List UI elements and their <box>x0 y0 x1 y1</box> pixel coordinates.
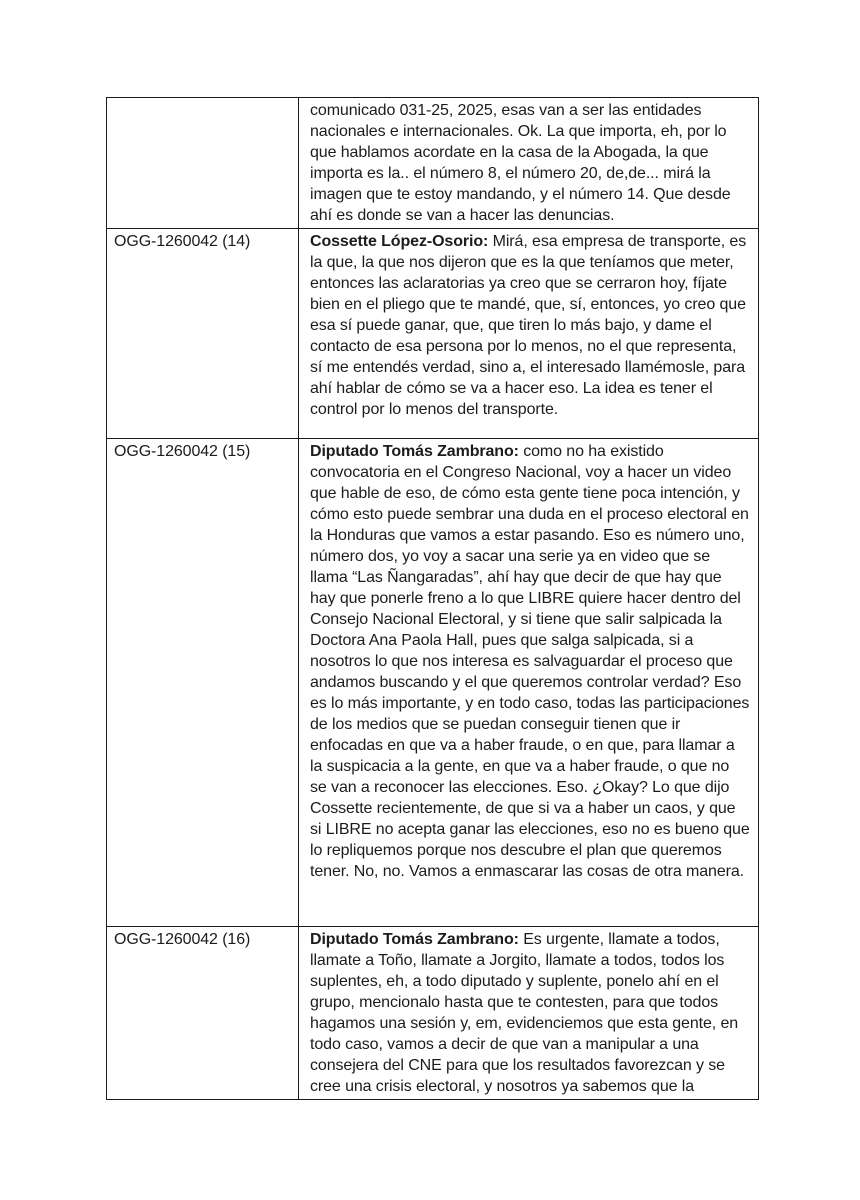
transcript-text: Mirá, esa empresa de transporte, es la que, la que nos dijeron que es la que teníamos que meter, entonces las aclaratorias ya creo que se cerraron hoy, fíjate bien en el pliego que te mandé, que, sí, entonces, yo creo que esa sí puede ganar, que, que tiren lo más bajo, y dame el contacto de esa persona por lo menos, no el que representa, sí me entendés verdad, sino a, el interesado llamémosle, para ahí hablar de cómo se va a hacer eso. La idea es tener el control por lo menos del transporte. <box>310 233 747 418</box>
segment-id: OGG-1260042 (16) <box>114 931 251 948</box>
segment-id-cell <box>107 927 299 1100</box>
speaker-name: Cossette López-Osorio: <box>310 233 489 250</box>
transcript-text: como no ha existido convocatoria en el Congreso Nacional, voy a hacer un video que hable de eso, de cómo esta gente tiene poca intención, y cómo esto puede sembrar una duda en el proceso electoral en la Honduras que vamos a estar pasando. Eso es número uno, número dos, yo voy a sacar una serie ya en video que se llama “Las Ñangaradas”, ahí hay que decir de que hay que hay que ponerle freno a lo que LIBRE quiere hacer dentro del Consejo Nacional Electoral, y si tiene que salir salpicada la Doctora Ana Paola Hall, pues que salga salpicada, si a nosotros lo que nos interesa es salvaguardar el proceso que andamos buscando y el que queremos controlar verdad? Eso es lo más importante, y en todo caso, todas las participaciones de los medios que se puedan conseguir tienen que ir enfocadas en que va a haber fraude, o en que, para llamar a la suspicacia a la gente, en que va a haber fraude, o que no se van a reconocer las elecciones. Eso. ¿Okay? Lo que dijo Cossette recientemente, de que si va a haber un caos, y que si LIBRE no acepta ganar las elecciones, eso no es bueno que lo repliquemos porque nos descubre el plan que queremos tener. No, no. Vamos a enmascarar las cosas de otra manera. <box>310 443 750 880</box>
table-row <box>107 439 759 927</box>
transcript-cell <box>299 927 759 1100</box>
table-row <box>107 98 759 229</box>
segment-id-cell <box>107 98 299 229</box>
transcript-text: Es urgente, llamate a todos, llamate a Toño, llamate a Jorgito, llamate a todos, todos los suplentes, eh, a todo diputado y suplente, ponelo ahí en el grupo, mencionalo hasta que te contesten, para que todos hagamos una sesión y, em, evidenciemos que esta gente, en todo caso, vamos a decir de que van a manipular a una consejera del CNE para que los resultados favorezcan y se cree una crisis electoral, y nosotros ya sabemos que la <box>310 931 739 1095</box>
segment-id: OGG-1260042 (15) <box>114 443 251 460</box>
transcript-cell <box>299 229 759 439</box>
segment-id: OGG-1260042 (14) <box>114 233 251 250</box>
speaker-name: Diputado Tomás Zambrano: <box>310 931 519 948</box>
speaker-name: Diputado Tomás Zambrano: <box>310 443 519 460</box>
segment-id-cell <box>107 229 299 439</box>
transcript-cell <box>299 98 759 229</box>
table-row <box>107 927 759 1100</box>
segment-id-cell <box>107 439 299 927</box>
table-row <box>107 229 759 439</box>
transcript-table <box>106 97 759 1100</box>
transcript-text: comunicado 031-25, 2025, esas van a ser las entidades nacionales e internacionales. Ok. La que importa, eh, por lo que hablamos acordate en la casa de la Abogada, la que importa es la.. el número 8, el número 20, de,de... mirá la imagen que te estoy mandando, y el número 14. Que desde ahí es donde se van a hacer las denuncias. <box>310 102 731 224</box>
transcript-cell <box>299 439 759 927</box>
